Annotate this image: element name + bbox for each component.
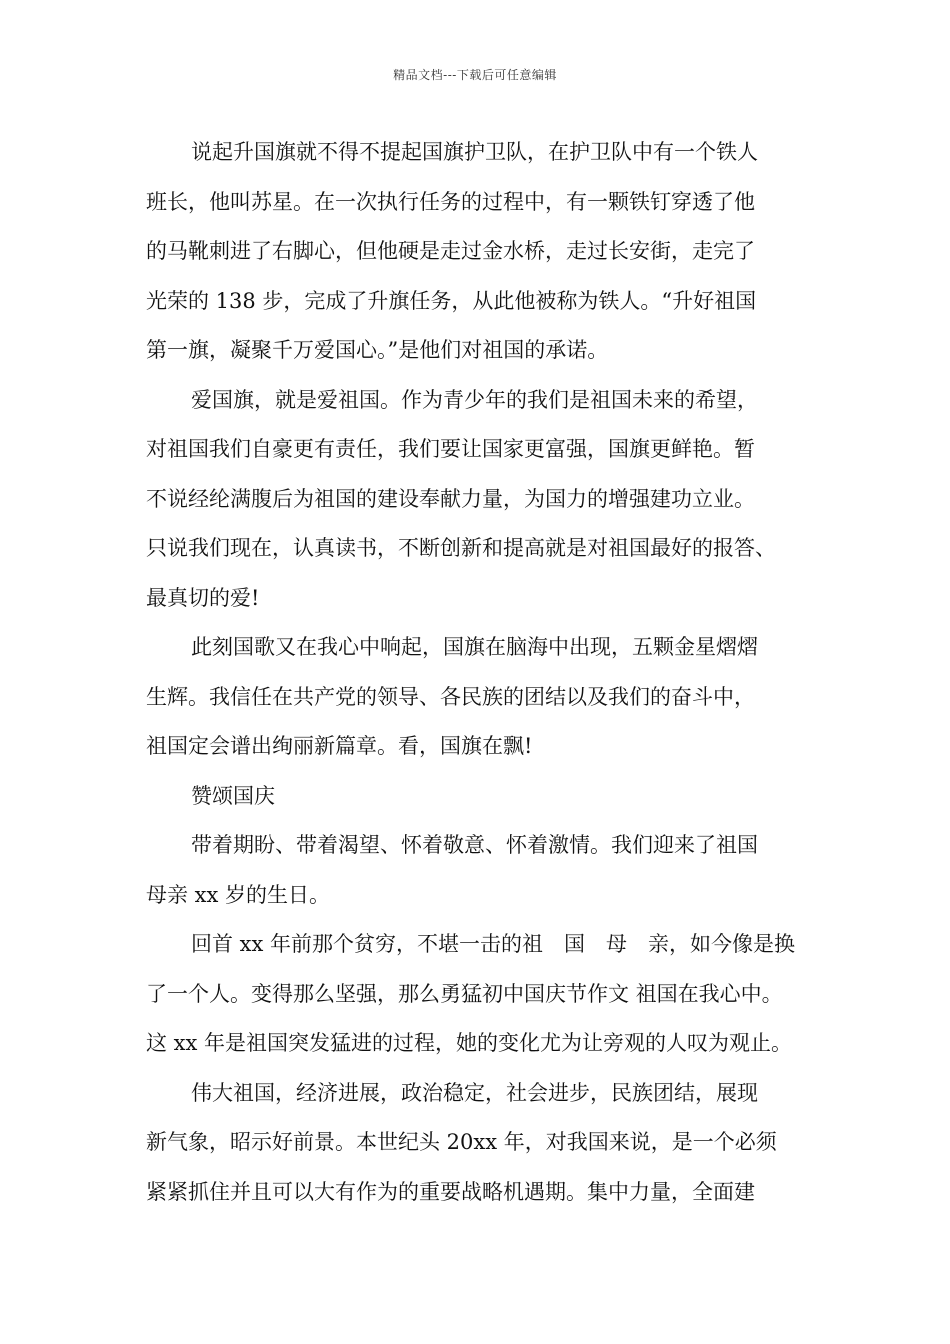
text-line: 对祖国我们自豪更有责任，我们要让国家更富强，国旗更鲜艳。暂	[146, 437, 755, 461]
text-line: 最真切的爱!	[146, 585, 260, 610]
document-body	[146, 128, 818, 1217]
text-line: 伟大祖国，经济进展，政治稳定，社会进步，民族团结，展现	[191, 1080, 758, 1105]
text-line: 只说我们现在，认真读书，不断创新和提高就是对祖国最好的报答、	[146, 536, 776, 560]
text-line: 祖国定会谱出绚丽新篇章。看，国旗在飘!	[146, 734, 533, 758]
text-line: 第一旗，凝聚千万爱国心。”是他们对祖国的承诺。	[146, 338, 609, 362]
text-line: 的马靴刺进了右脚心，但他硬是走过金水桥，走过长安街，走完了	[146, 239, 755, 263]
page-header: 精品文档---下载后可任意编辑	[393, 68, 557, 82]
text-line: 班长，他叫苏星。在一次执行任务的过程中，有一颗铁钉穿透了他	[146, 189, 755, 214]
section-title: 赞颂国庆	[191, 783, 275, 808]
text-line: 此刻国歌又在我心中响起，国旗在脑海中出现，五颗金星熠熠	[191, 635, 758, 659]
text-line: 母亲 xx 岁的生日。	[146, 882, 331, 907]
text-line: 了一个人。变得那么坚强，那么勇猛初中国庆节作文 祖国在我心中。	[146, 981, 783, 1006]
text-line: 新气象，昭示好前景。本世纪头 20xx 年，对我国来说，是一个必须	[146, 1130, 777, 1154]
text-line: 光荣的 138 步，完成了升旗任务，从此他被称为铁人。“升好祖国	[146, 288, 757, 313]
text-line: 爱国旗，就是爱祖国。作为青少年的我们是祖国未来的希望，	[191, 387, 758, 412]
text-line: 这 xx 年是祖国突发猛进的过程，她的变化尤为让旁观的人叹为观止。	[146, 1031, 793, 1055]
text-line: 生辉。我信任在共产党的领导、各民族的团结以及我们的奋斗中，	[146, 684, 755, 709]
text-line: 不说经纶满腹后为祖国的建设奉献力量，为国力的增强建功立业。	[146, 486, 755, 511]
text-line: 带着期盼、带着渴望、怀着敬意、怀着激情。我们迎来了祖国	[191, 833, 758, 857]
text-line: 回首 xx 年前那个贫穷，不堪一击的祖 国 母 亲，如今像是换	[191, 932, 796, 956]
text-line: 紧紧抓住并且可以大有作为的重要战略机遇期。集中力量，全面建	[146, 1179, 755, 1204]
text-line: 说起升国旗就不得不提起国旗护卫队，在护卫队中有一个铁人	[191, 140, 758, 164]
